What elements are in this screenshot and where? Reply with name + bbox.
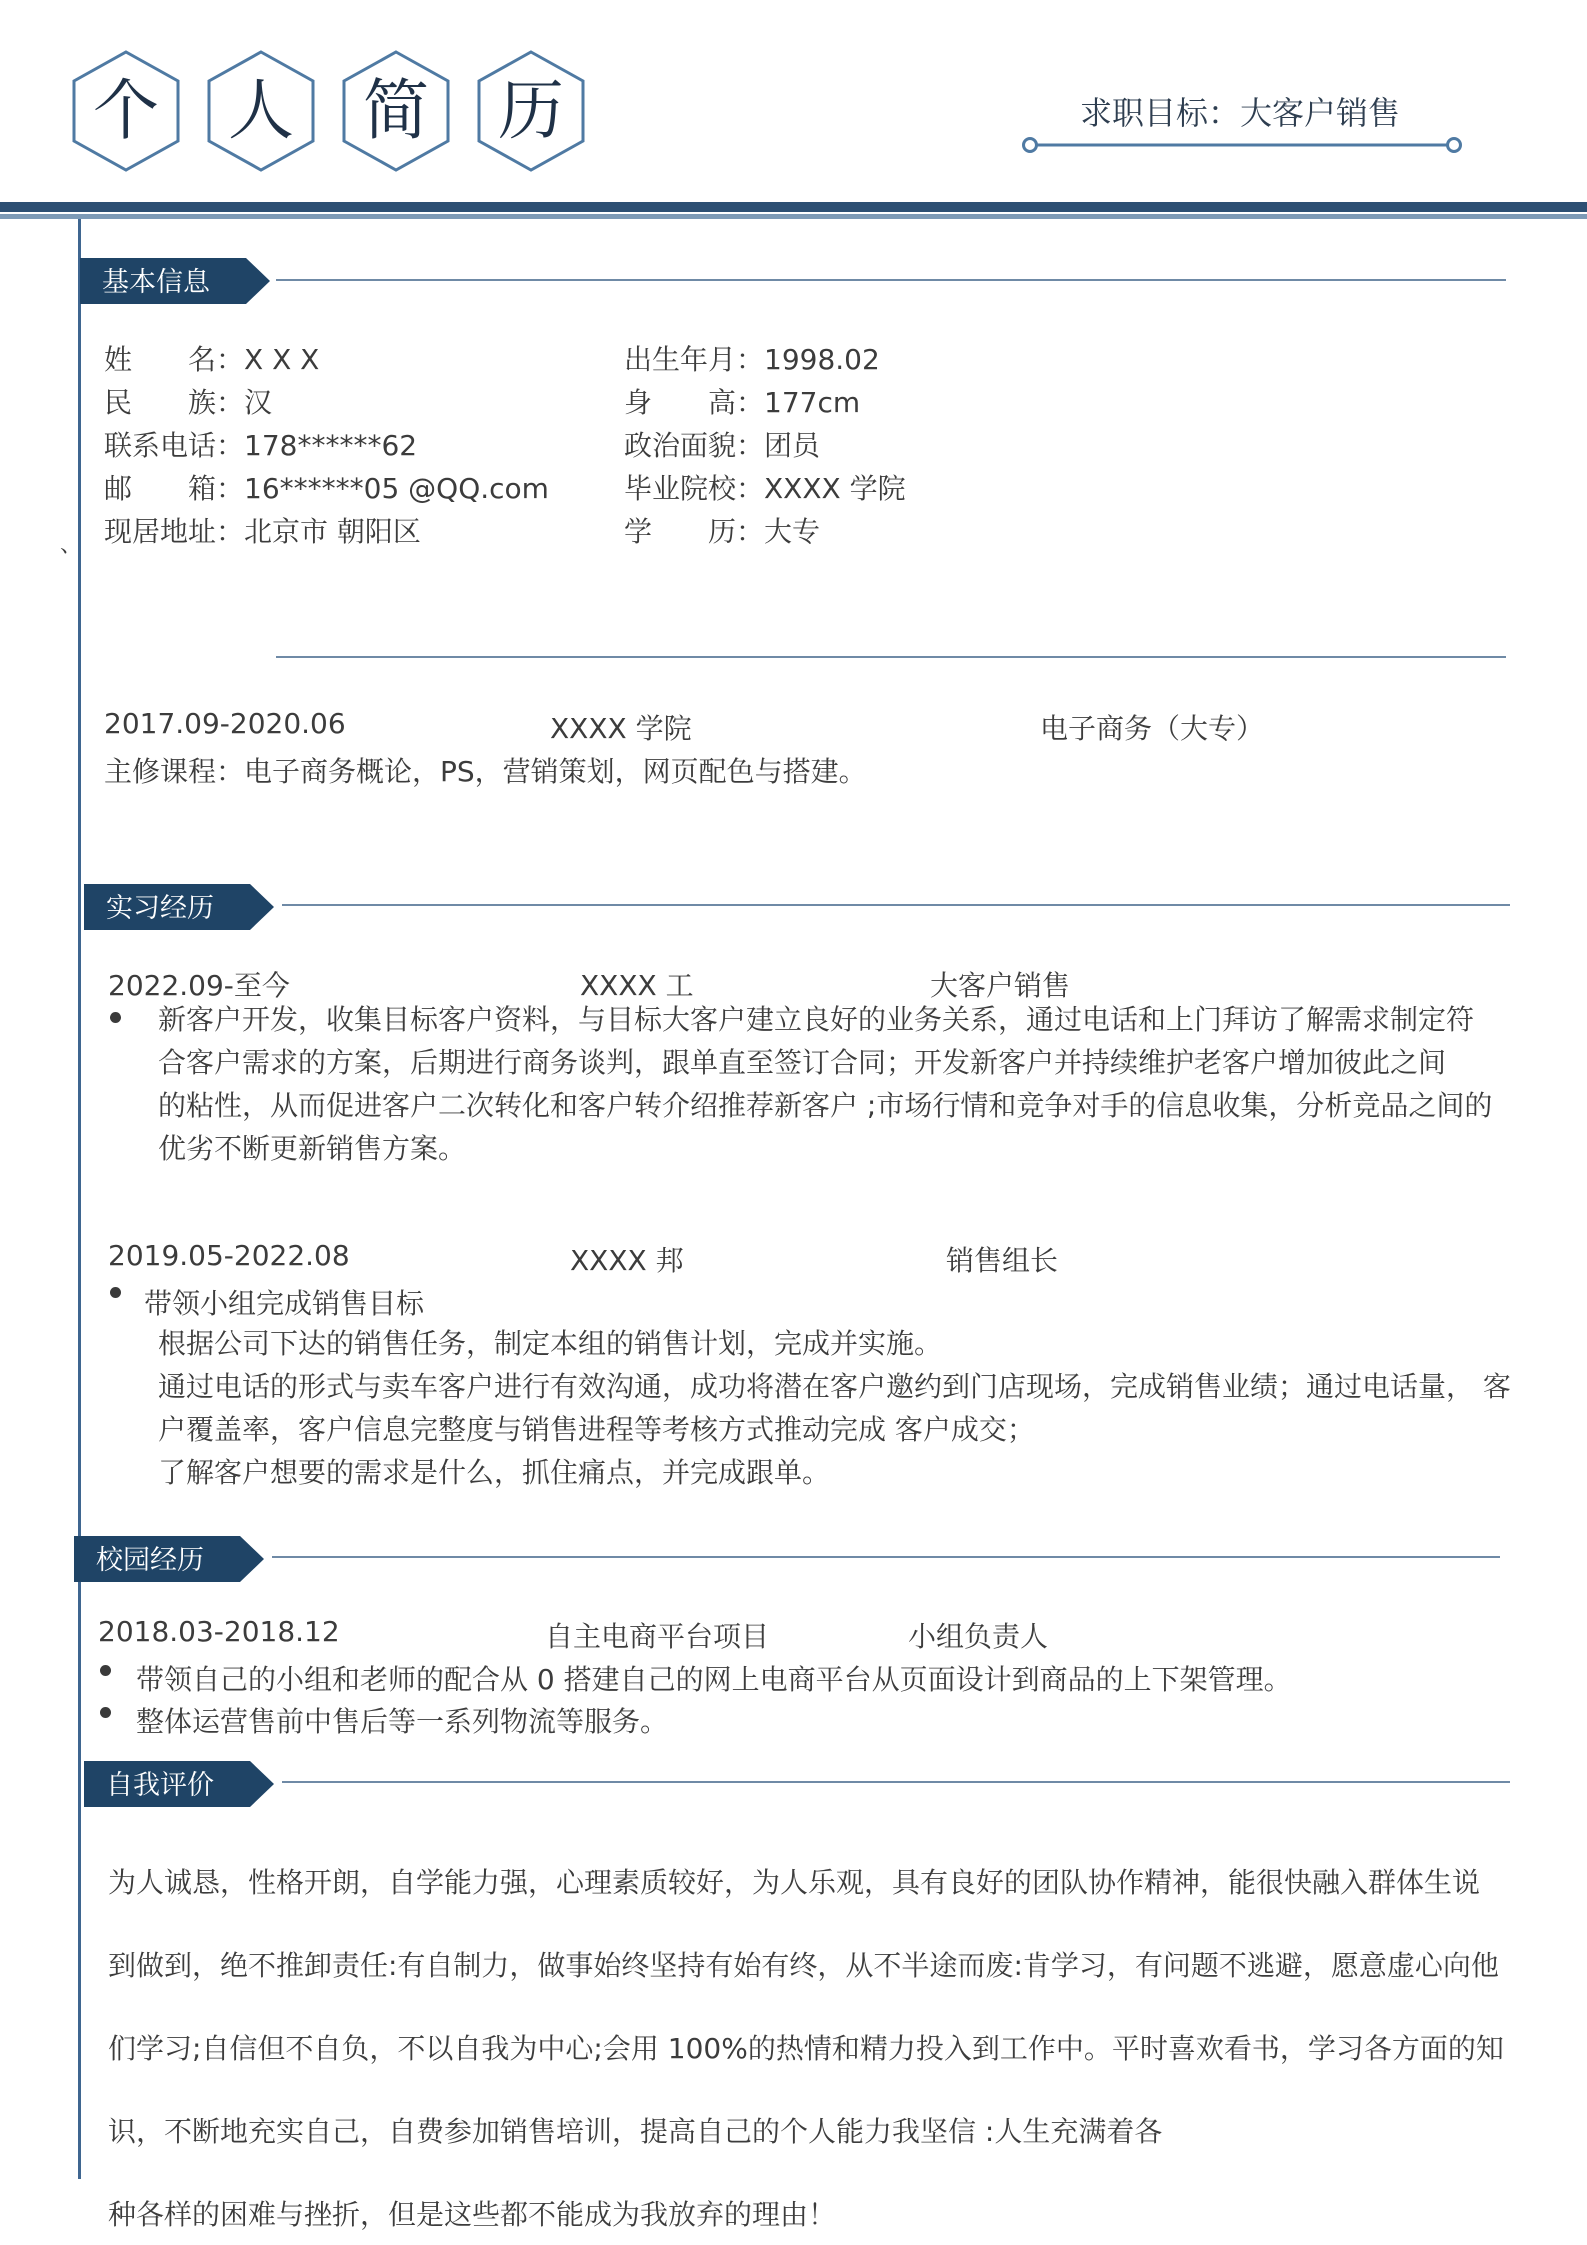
title-char: 个 [93, 72, 159, 149]
bullet-icon [110, 1287, 121, 1298]
edu-courses: 主修课程：电子商务概论，PS，营销策划，网页配色与搭建。 [104, 755, 867, 788]
timeline-rule [78, 219, 81, 2179]
info-phone: 联系电话：178******62 [104, 429, 418, 462]
section-rule [276, 656, 1506, 658]
info-email: 邮 箱：16******05 @QQ.com [104, 472, 549, 505]
info-name: 姓 名：X X X [104, 343, 320, 376]
edu-major: 电子商务（大专） [1040, 712, 1265, 745]
description-line: 根据公司下达的销售任务，制定本组的销售计划，完成并实施。 [158, 1327, 943, 1360]
campus-period: 2018.03-2018.12 [98, 1615, 340, 1648]
job-company: XXXX 邦 [570, 1244, 684, 1277]
description-line: 户覆盖率，客户信息完整度与销售进程等考核方式推动完成 客户成交； [158, 1413, 1035, 1446]
info-school: 毕业院校：XXXX 学院 [624, 472, 906, 505]
section-rule [282, 904, 1510, 906]
description-line: 新客户开发，收集目标客户资料，与目标大客户建立良好的业务关系，通过电话和上门拜访了解需求制定符 [158, 1003, 1475, 1036]
edu-period: 2017.09-2020.06 [104, 707, 346, 740]
job-description [158, 1322, 1511, 1494]
title-char: 简 [363, 72, 429, 149]
title-hexagon [205, 48, 317, 174]
campus-role: 小组负责人 [908, 1620, 1049, 1653]
section-title: 基本信息 [102, 267, 210, 298]
job-role: 销售组长 [946, 1244, 1059, 1277]
campus-bullet: 带领自己的小组和老师的配合从 0 搭建自己的网上电商平台从页面设计到商品的上下架管理。 [136, 1663, 1292, 1696]
self-eval-line: 们学习;自信但不自负，不以自我为中心;会用 100%的热情和精力投入到工作中。平时喜欢看书，学习各方面的知 [108, 2032, 1504, 2065]
title-char: 人 [228, 72, 294, 149]
self-eval-line: 种各样的困难与挫折，但是这些都不能成为我放弃的理由！ [108, 2198, 837, 2231]
bullet-icon [100, 1707, 111, 1718]
section-title: 校园经历 [96, 1545, 204, 1576]
title-hexagon [340, 48, 452, 174]
self-eval-line: 到做到，绝不推卸责任:有自制力，做事始终坚持有始有终，从不半途而废:肯学习，有问题不逃避，愿意虚心向他 [108, 1949, 1499, 1982]
section-rule [282, 1781, 1510, 1783]
section-title: 实习经历 [106, 893, 214, 924]
section-rule [272, 1556, 1500, 1558]
section-title: 自我评价 [106, 1770, 214, 1801]
job-description [158, 998, 1498, 1170]
job-period: 2019.05-2022.08 [108, 1239, 350, 1272]
campus-bullet: 整体运营售前中售后等一系列物流等服务。 [136, 1705, 669, 1738]
job-company: XXXX 工 [580, 969, 694, 1002]
header-band [0, 202, 1587, 212]
title-hexagon [70, 48, 182, 174]
edu-school: XXXX 学院 [550, 712, 692, 745]
description-line: 通过电话的形式与卖车客户进行有效沟通，成功将潜在客户邀约到门店现场，完成销售业绩；通过电话量， 客 [158, 1370, 1511, 1403]
self-eval-line: 为人诚恳，性格开朗，自学能力强，心理素质较好，为人乐观，具有良好的团队协作精神，能很快融入群体生说 [108, 1866, 1481, 1899]
info-degree: 学 历：大专 [624, 515, 821, 548]
header-band-thin [0, 214, 1587, 219]
info-height: 身 高：177cm [624, 386, 861, 419]
description-line: 了解客户想要的需求是什么，抓住痛点，并完成跟单。 [158, 1456, 831, 1489]
campus-project: 自主电商平台项目 [545, 1620, 770, 1653]
info-birth: 出生年月：1998.02 [624, 343, 880, 376]
job-period: 2022.09-至今 [108, 969, 290, 1002]
bullet-icon [110, 1012, 121, 1023]
stray-mark: 、 [60, 533, 83, 558]
job-role: 大客户销售 [930, 969, 1071, 1002]
bullet-icon [100, 1665, 111, 1676]
job-bullet: 带领小组完成销售目标 [144, 1287, 425, 1320]
description-line: 优劣不断更新销售方案。 [158, 1132, 467, 1165]
description-line: 合客户需求的方案，后期进行商务谈判，跟单直至签订合同；开发新客户并持续维护老客户增加彼此之间 [158, 1046, 1447, 1079]
info-politics: 政治面貌：团员 [624, 429, 821, 462]
info-ethnicity: 民 族：汉 [104, 386, 273, 419]
self-eval-line: 识，不断地充实自己，自费参加销售培训，提高自己的个人能力我坚信 :人生充满着各 [108, 2115, 1163, 2148]
section-rule [276, 279, 1506, 281]
info-address: 现居地址：北京市 朝阳区 [104, 515, 421, 548]
job-goal: 求职目标：大客户销售 [1079, 94, 1400, 132]
title-hexagon [475, 48, 587, 174]
description-line: 的粘性，从而促进客户二次转化和客户转介绍推荐新客户 ;市场行情和竞争对手的信息收集，分析竞品之间的 [158, 1089, 1493, 1122]
goal-underline-icon [1022, 135, 1462, 159]
title-char: 历 [498, 72, 564, 149]
